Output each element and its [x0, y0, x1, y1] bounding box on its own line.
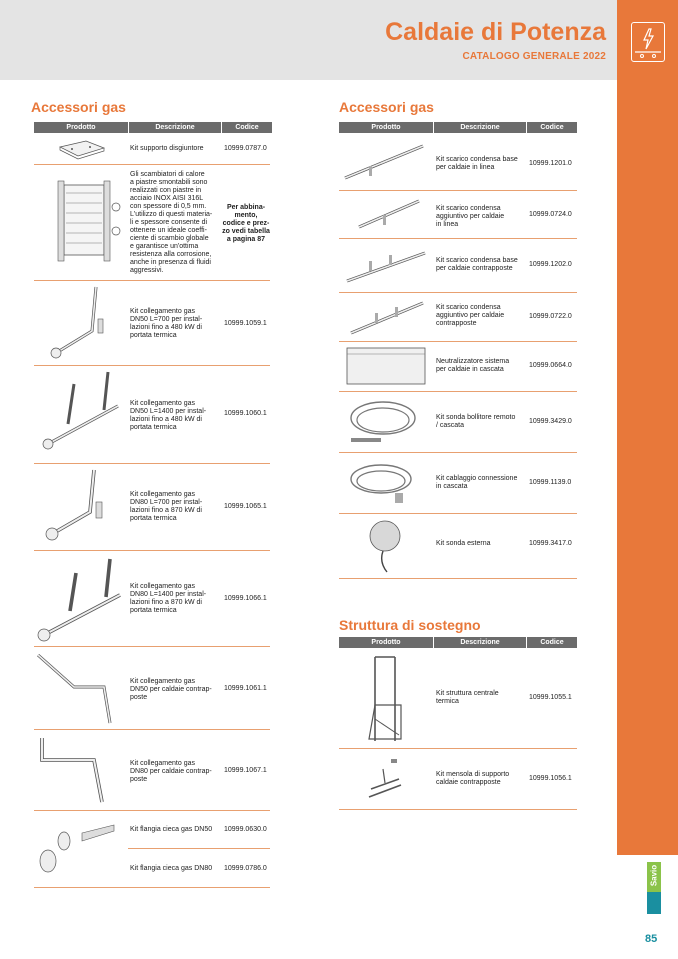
col-prodotto: Prodotto — [34, 122, 128, 133]
row-code: 10999.1201.0 — [529, 160, 572, 167]
col-descrizione: Descrizione — [129, 122, 221, 133]
brand-tag — [647, 862, 661, 914]
row-code: 10999.0722.0 — [529, 313, 572, 320]
row-code: 10999.1066.1 — [224, 595, 267, 602]
product-image — [339, 453, 433, 513]
table-row — [339, 514, 577, 579]
product-image — [34, 551, 128, 646]
row-description: Kit collegamento gas DN50 per caldaie contrap- poste — [130, 678, 212, 701]
col-prodotto: Prodotto — [339, 637, 433, 648]
table-row — [34, 134, 270, 165]
row-description: Kit struttura centrale termica — [436, 690, 499, 705]
row-description: Kit scarico condensa aggiuntivo per caldaie contrapposte — [436, 304, 505, 327]
page-number: 85 — [645, 933, 658, 945]
row-code: 10999.1056.1 — [529, 775, 572, 782]
table-row — [34, 281, 270, 366]
row-code: 10999.0724.0 — [529, 211, 572, 218]
product-image — [339, 191, 433, 238]
struttura-section-title: Struttura di sostegno — [339, 617, 481, 633]
product-image — [339, 514, 433, 578]
product-image — [34, 281, 128, 365]
table-row — [339, 342, 577, 392]
row-description: Kit collegamento gas DN80 per caldaie contrap- poste — [130, 760, 212, 783]
product-image — [34, 730, 128, 810]
table-row — [339, 749, 577, 810]
table-row — [339, 134, 577, 191]
col-prodotto: Prodotto — [339, 122, 433, 133]
row-description: Kit scarico condensa aggiuntivo per caldaie in linea — [436, 205, 505, 228]
row-code: 10999.0664.0 — [529, 362, 572, 369]
row-code: 10999.1139.0 — [529, 479, 572, 486]
product-image — [339, 293, 433, 341]
row-description: Kit scarico condensa base per caldaie contrapposte — [436, 257, 518, 272]
row-code: 10999.0786.0 — [224, 865, 267, 872]
row-description: Kit flangia cieca gas DN80 — [130, 865, 213, 872]
row-description: Kit flangia cieca gas DN50 — [130, 826, 213, 833]
product-image — [339, 749, 433, 809]
row-description: Kit supporto disgiuntore — [130, 145, 204, 152]
row-code: 10999.1202.0 — [529, 261, 572, 268]
row-description: Kit collegamento gas DN50 L=1400 per instal- lazioni fino a 480 kW di portata termica — [130, 400, 207, 431]
product-image — [34, 134, 128, 164]
row-code-note: Per abbina- mento, codice e prez- zo vedi tabella a pagina 87 — [222, 204, 270, 243]
row-description: Neutralizzatore sistema per caldaie in cascata — [436, 358, 510, 373]
col-codice: Codice — [222, 122, 272, 133]
row-description: Kit scarico condensa base per caldaie in linea — [436, 156, 518, 171]
row-description: Kit collegamento gas DN80 L=1400 per instal- lazioni fino a 870 kW di portata termica — [130, 583, 207, 614]
struttura-table-header — [339, 637, 578, 648]
product-image — [34, 165, 128, 280]
table-row — [34, 849, 270, 888]
left-section-title: Accessori gas — [31, 99, 126, 115]
table-row — [34, 647, 270, 730]
row-code: 10999.0630.0 — [224, 826, 267, 833]
table-row — [339, 392, 577, 453]
row-description: Kit sonda bollitore remoto / cascata — [436, 414, 516, 429]
row-code: 10999.1055.1 — [529, 694, 572, 701]
row-code: 10999.3417.0 — [529, 540, 572, 547]
row-code: 10999.0787.0 — [224, 145, 267, 152]
row-code: 10999.1067.1 — [224, 767, 267, 774]
col-codice: Codice — [527, 637, 577, 648]
table-row — [339, 649, 577, 749]
row-code: 10999.1065.1 — [224, 503, 267, 510]
orange-side-band — [617, 0, 678, 855]
row-code: 10999.1061.1 — [224, 685, 267, 692]
left-table-header — [34, 122, 273, 133]
page-subtitle: CATALOGO GENERALE 2022 — [462, 51, 606, 62]
col-codice: Codice — [527, 122, 577, 133]
row-code: 10999.1059.1 — [224, 320, 267, 327]
row-description: Gli scambiatori di calore a piastre smontabili sono realizzati con piastre in acciaio INOX AISI 316L con spessore di 0,5 mm. L'utilizzo di questi materia- li e spessore consente di ottenere un ideale coeffi- ciente di scambio globale e garantisce un'ottima resistenza alla corrosione, anche in presenza di fluidi aggressivi. — [130, 171, 213, 274]
table-row — [339, 293, 577, 342]
table-row — [34, 551, 270, 647]
table-row — [128, 811, 270, 849]
product-image — [339, 134, 433, 190]
table-row — [34, 165, 270, 281]
table-row — [339, 191, 577, 239]
row-code: 10999.3429.0 — [529, 418, 572, 425]
row-description: Kit cablaggio connessione in cascata — [436, 475, 518, 490]
table-row — [34, 730, 270, 811]
brand-tag-label: Savio — [649, 864, 659, 887]
table-row — [339, 453, 577, 514]
product-image — [339, 342, 433, 391]
table-row — [34, 366, 270, 464]
product-image — [34, 647, 128, 729]
page-title: Caldaie di Potenza — [385, 18, 606, 46]
boiler-logo-icon — [631, 22, 665, 62]
col-descrizione: Descrizione — [434, 122, 526, 133]
right-section-title: Accessori gas — [339, 99, 434, 115]
product-image — [339, 392, 433, 452]
table-row — [34, 464, 270, 551]
product-image — [34, 464, 128, 550]
row-description: Kit collegamento gas DN50 L=700 per instal- lazioni fino a 480 kW di portata termica — [130, 308, 203, 339]
row-description: Kit collegamento gas DN80 L=700 per instal- lazioni fino a 870 kW di portata termica — [130, 491, 203, 522]
col-descrizione: Descrizione — [434, 637, 526, 648]
product-image — [339, 239, 433, 292]
row-description: Kit mensola di supporto caldaie contrapposte — [436, 771, 510, 786]
table-row — [339, 239, 577, 293]
product-image — [339, 649, 433, 748]
row-code: 10999.1060.1 — [224, 410, 267, 417]
product-image — [34, 366, 128, 463]
right-table-header — [339, 122, 578, 133]
row-description: Kit sonda esterna — [436, 540, 491, 547]
